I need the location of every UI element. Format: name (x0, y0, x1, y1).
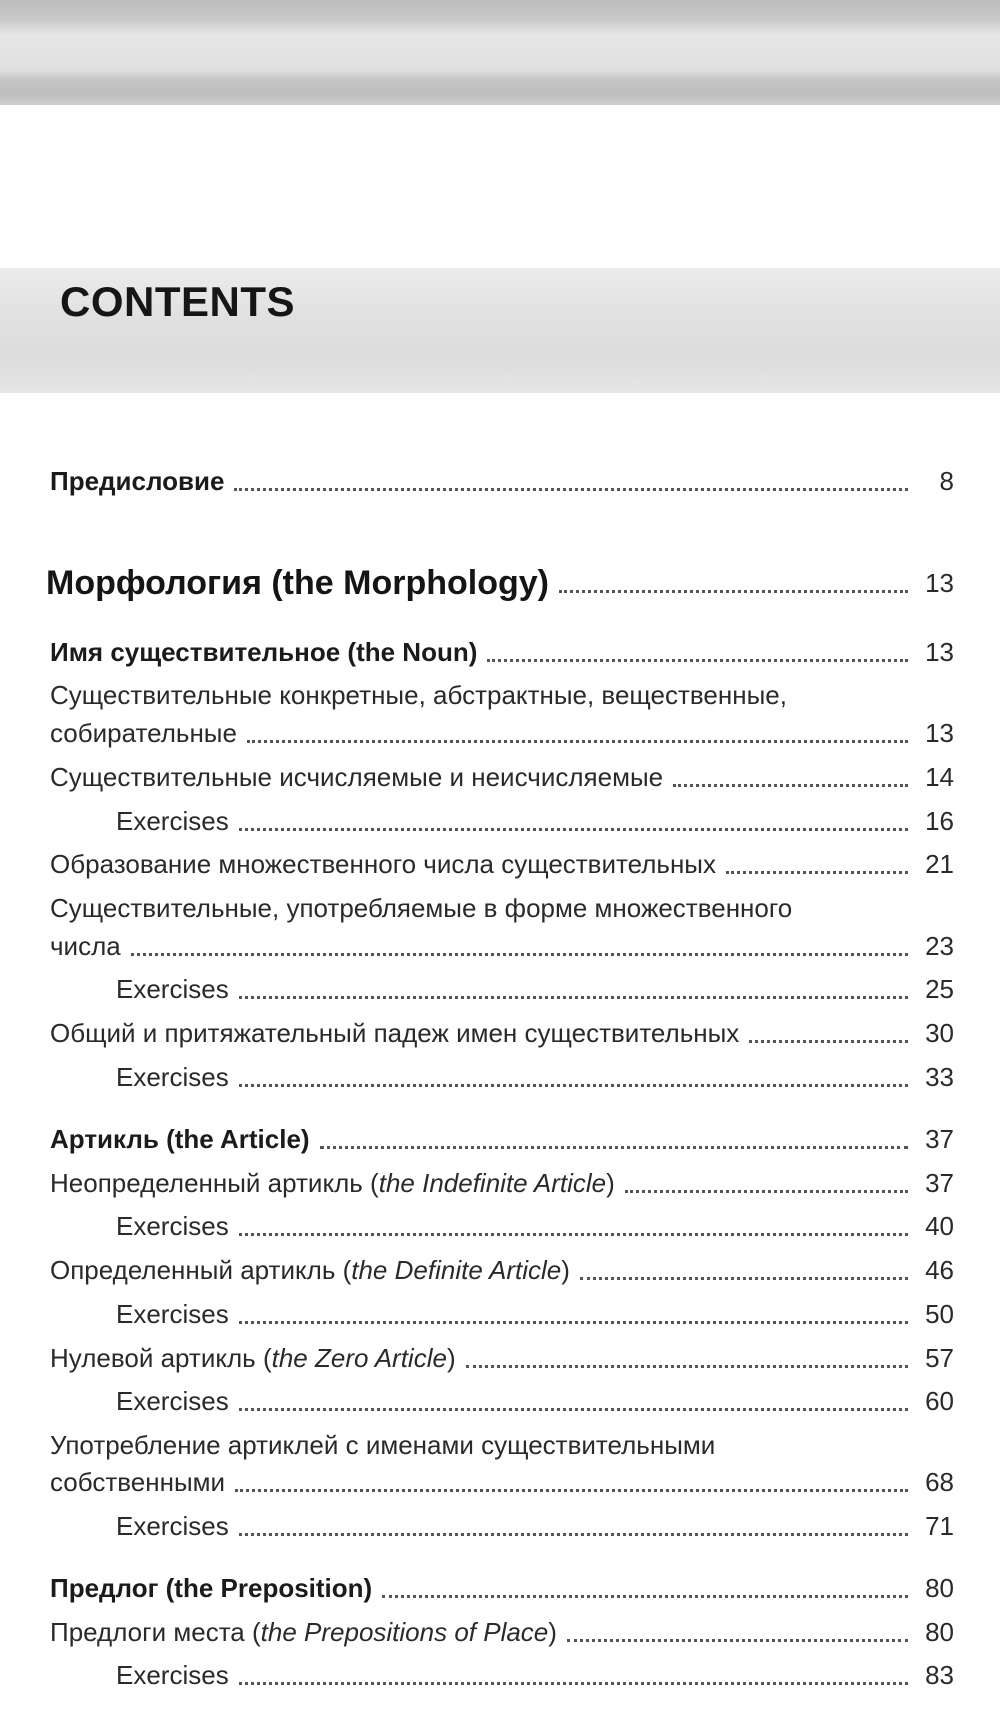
toc-entry-title: Определенный артикль (the Definite Article) (50, 1255, 570, 1285)
toc-entry-case[interactable] (50, 1015, 954, 1051)
toc-entry-page: 16 (925, 806, 954, 836)
toc-entry-title: Артикль (the Article) (50, 1124, 310, 1154)
dot-leader (239, 1408, 908, 1411)
toc-entry-exercises[interactable] (116, 971, 954, 1007)
dot-leader (239, 1084, 908, 1087)
toc-entry-page: 13 (925, 637, 954, 667)
toc-entry-page: 80 (925, 1573, 954, 1603)
toc-entry-noun-types-line1: Существительные конкретные, абстрактные, вещественные, (50, 680, 787, 710)
toc-entry-title: собственными (50, 1467, 226, 1497)
dot-leader (580, 1277, 908, 1280)
toc-entry-title: собирательные (50, 718, 237, 748)
dot-leader (559, 590, 908, 593)
toc-entry-title: Exercises (116, 1660, 229, 1690)
dot-leader (320, 1146, 908, 1149)
toc-entry-title: Морфология (the Morphology) (46, 564, 549, 602)
toc-entry-title: Существительные исчисляемые и неисчисляемые (50, 762, 664, 792)
toc-entry-page: 40 (925, 1211, 954, 1241)
toc-entry-page: 71 (925, 1511, 954, 1541)
toc-entry-title: Предлоги места (the Prepositions of Place) (50, 1617, 557, 1647)
page-title: CONTENTS (60, 278, 295, 325)
toc-entry-title: Неопределенный артикль (the Indefinite Article) (50, 1168, 615, 1198)
toc-entry-page: 37 (925, 1124, 954, 1154)
toc-entry-prepositions-of-place[interactable] (50, 1614, 954, 1650)
toc-entry-definite-article[interactable] (50, 1252, 954, 1288)
toc-entry-title: Exercises (116, 1062, 229, 1092)
toc-entry-exercises[interactable] (116, 1383, 954, 1419)
dot-leader (239, 1682, 908, 1685)
dot-leader (239, 996, 908, 999)
dot-leader (239, 1233, 908, 1236)
toc-entry-plural-only[interactable] (50, 928, 954, 964)
toc-entry-title: Предлог (the Preposition) (50, 1573, 373, 1603)
toc-entry-plural-only-line1: Существительные, употребляемые в форме множественного (50, 893, 793, 923)
toc-entry-page: 21 (925, 849, 954, 879)
toc-entry-page: 50 (925, 1299, 954, 1329)
toc-entry-page: 57 (925, 1343, 954, 1373)
toc-entry-page: 80 (925, 1617, 954, 1647)
top-page-band (0, 0, 1000, 105)
toc-entry-title: Exercises (116, 1299, 229, 1329)
toc-entry-page: 68 (925, 1467, 954, 1497)
toc-entry-title: числа (50, 931, 121, 961)
toc-entry-page: 60 (925, 1386, 954, 1416)
toc-entry-exercises[interactable] (116, 1208, 954, 1244)
toc-entry-page: 25 (925, 974, 954, 1004)
toc-entry-zero-article[interactable] (50, 1340, 954, 1376)
dot-leader (239, 1533, 908, 1536)
toc-entry-indefinite-article[interactable] (50, 1165, 954, 1201)
toc-entry-exercises[interactable] (116, 1657, 954, 1693)
toc-entry-proper-names-line1: Употребление артиклей с именами существительными (50, 1430, 716, 1460)
toc-entry-page: 30 (925, 1018, 954, 1048)
toc-entry-exercises[interactable] (116, 803, 954, 839)
toc-entry-title: Предисловие (50, 466, 225, 496)
toc-entry-countable[interactable] (50, 759, 954, 795)
toc-entry-title: Exercises (116, 806, 229, 836)
toc-entry-page: 33 (925, 1062, 954, 1092)
toc-entry-morphology[interactable] (46, 565, 954, 601)
toc-entry-title: Exercises (116, 974, 229, 1004)
dot-leader (239, 1321, 908, 1324)
toc-entry-page: 23 (925, 931, 954, 961)
dot-leader (235, 1489, 908, 1492)
toc-entry-title: Exercises (116, 1386, 229, 1416)
toc-entry-title: Общий и притяжательный падеж имен существительных (50, 1018, 740, 1048)
dot-leader (749, 1040, 908, 1043)
toc-entry-title: Exercises (116, 1211, 229, 1241)
dot-leader (673, 784, 908, 787)
toc-entry-page: 13 (925, 718, 954, 748)
toc-entry-noun-types[interactable] (50, 715, 954, 751)
toc-entry-proper-names[interactable] (50, 1464, 954, 1500)
toc-entry-article[interactable] (50, 1121, 954, 1157)
dot-leader (131, 953, 908, 956)
dot-leader (625, 1190, 908, 1193)
toc-entry-noun[interactable] (50, 634, 954, 670)
toc-entry-title: Образование множественного числа существительных (50, 849, 716, 879)
toc-entry-exercises[interactable] (116, 1508, 954, 1544)
toc-entry-page: 83 (925, 1660, 954, 1690)
dot-leader (239, 828, 908, 831)
toc-entry-preposition[interactable] (50, 1570, 954, 1606)
toc-entry-page: 8 (939, 466, 954, 496)
dot-leader (567, 1639, 908, 1642)
toc-entry-page: 37 (925, 1168, 954, 1198)
toc-entry-page: 14 (925, 762, 954, 792)
toc-entry-plural[interactable] (50, 846, 954, 882)
toc-entry-page: 13 (925, 568, 954, 598)
toc-entry-title: Exercises (116, 1511, 229, 1541)
dot-leader (487, 659, 908, 662)
dot-leader (726, 871, 908, 874)
dot-leader (466, 1365, 908, 1368)
dot-leader (382, 1595, 908, 1598)
dot-leader (247, 740, 908, 743)
toc-entry-title: Нулевой артикль (the Zero Article) (50, 1343, 456, 1373)
toc-entry-title: Имя существительное (the Noun) (50, 637, 478, 667)
dot-leader (234, 488, 908, 491)
toc-entry-exercises[interactable] (116, 1296, 954, 1332)
toc-entry-preface[interactable] (50, 463, 954, 499)
toc-entry-page: 46 (925, 1255, 954, 1285)
toc-entry-exercises[interactable] (116, 1059, 954, 1095)
